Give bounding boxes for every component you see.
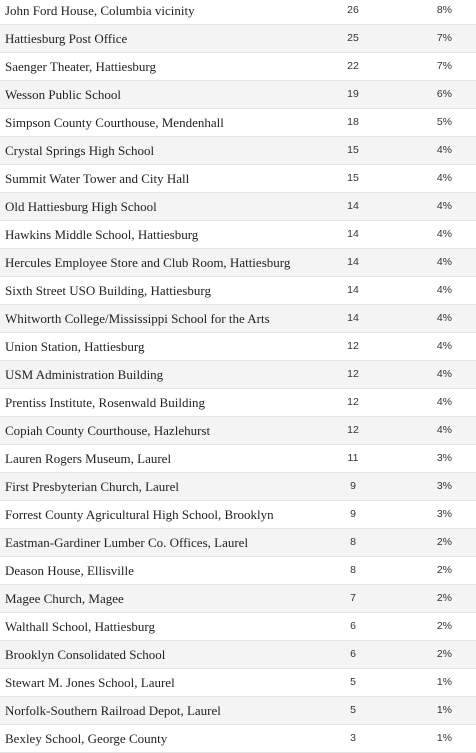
row-percent: 5% [436,116,452,128]
table-row [0,697,476,725]
row-percent: 4% [436,340,452,352]
table-row [0,277,476,305]
table-row [0,557,476,585]
row-name: Norfolk-Southern Railroad Depot, Laurel [5,703,221,718]
row-name: Prentiss Institute, Rosenwald Building [5,395,206,410]
row-name: Lauren Rogers Museum, Laurel [5,451,172,466]
row-name: Stewart M. Jones School, Laurel [5,675,175,690]
row-name: Walthall School, Hattiesburg [5,619,155,634]
row-percent: 4% [436,424,452,436]
table-row [0,641,476,669]
row-votes: 5 [350,676,356,688]
row-name: USM Administration Building [5,367,164,382]
table-row [0,193,476,221]
row-name: Copiah County Courthouse, Hazlehurst [5,423,211,438]
row-votes: 12 [347,368,359,380]
row-votes: 19 [347,88,359,100]
row-percent: 2% [436,620,452,632]
table-row [0,221,476,249]
table-row [0,137,476,165]
row-votes: 7 [350,592,356,604]
row-percent: 3% [436,508,452,520]
row-votes: 14 [347,200,359,212]
row-percent: 3% [436,480,452,492]
table-row [0,725,476,753]
row-name: Deason House, Ellisville [5,563,134,578]
row-percent: 3% [436,452,452,464]
row-votes: 3 [350,732,356,744]
row-name: Eastman-Gardiner Lumber Co. Offices, Laurel [5,535,249,550]
row-votes: 26 [347,4,359,16]
table-row [0,669,476,697]
row-votes: 14 [347,256,359,268]
row-name: Hawkins Middle School, Hattiesburg [5,227,199,242]
row-percent: 2% [436,592,452,604]
table-row [0,333,476,361]
row-percent: 2% [436,536,452,548]
row-name: Brooklyn Consolidated School [5,647,166,662]
row-name: Forrest County Agricultural High School, Brooklyn [5,507,274,522]
row-votes: 11 [347,452,359,464]
row-name: Crystal Springs High School [5,143,155,158]
table-row [0,473,476,501]
row-name: Union Station, Hattiesburg [5,339,145,354]
row-votes: 22 [347,60,359,72]
row-name: John Ford House, Columbia vicinity [5,3,195,18]
row-votes: 8 [350,564,356,576]
row-votes: 14 [347,312,359,324]
row-percent: 1% [436,704,452,716]
row-name: Saenger Theater, Hattiesburg [5,59,156,74]
row-percent: 4% [436,228,452,240]
row-name: Wesson Public School [5,87,121,102]
row-percent: 4% [436,144,452,156]
row-percent: 7% [436,60,452,72]
row-name: Sixth Street USO Building, Hattiesburg [5,283,211,298]
row-votes: 12 [347,396,359,408]
row-name: First Presbyterian Church, Laurel [5,479,180,494]
row-percent: 4% [436,256,452,268]
row-percent: 1% [436,676,452,688]
row-votes: 15 [347,172,359,184]
table-row [0,0,476,25]
row-votes: 6 [350,620,356,632]
row-votes: 12 [347,424,359,436]
table-row [0,109,476,137]
table-row [0,361,476,389]
table-row [0,25,476,53]
row-percent: 4% [436,368,452,380]
row-votes: 15 [347,144,359,156]
row-name: Hercules Employee Store and Club Room, Hattiesburg [5,255,291,270]
row-votes: 12 [347,340,359,352]
row-percent: 4% [436,284,452,296]
table-row [0,501,476,529]
row-name: Simpson County Courthouse, Mendenhall [5,115,224,130]
row-percent: 2% [436,564,452,576]
table-row [0,417,476,445]
row-name: Whitworth College/Mississippi School for the Arts [5,311,270,326]
row-votes: 9 [350,508,356,520]
table-row [0,165,476,193]
row-votes: 18 [347,116,359,128]
row-percent: 4% [436,312,452,324]
row-percent: 4% [436,200,452,212]
row-name: Old Hattiesburg High School [5,199,157,214]
row-percent: 4% [436,172,452,184]
table-row [0,529,476,557]
row-votes: 6 [350,648,356,660]
row-votes: 25 [347,32,359,44]
row-votes: 5 [350,704,356,716]
row-name: Bexley School, George County [5,731,168,746]
row-name: Hattiesburg Post Office [5,31,128,46]
row-votes: 14 [347,284,359,296]
table-row [0,249,476,277]
row-percent: 7% [436,32,452,44]
row-name: Summit Water Tower and City Hall [5,171,190,186]
row-percent: 6% [436,88,452,100]
table-row [0,585,476,613]
row-percent: 1% [436,732,452,744]
row-votes: 8 [350,536,356,548]
table-row [0,389,476,417]
row-percent: 2% [436,648,452,660]
table-row [0,445,476,473]
table-row [0,53,476,81]
row-percent: 4% [436,396,452,408]
row-percent: 8% [436,4,452,16]
table-row [0,305,476,333]
table-row [0,81,476,109]
row-votes: 9 [350,480,356,492]
row-name: Magee Church, Magee [5,591,124,606]
table-row [0,613,476,641]
row-votes: 14 [347,228,359,240]
